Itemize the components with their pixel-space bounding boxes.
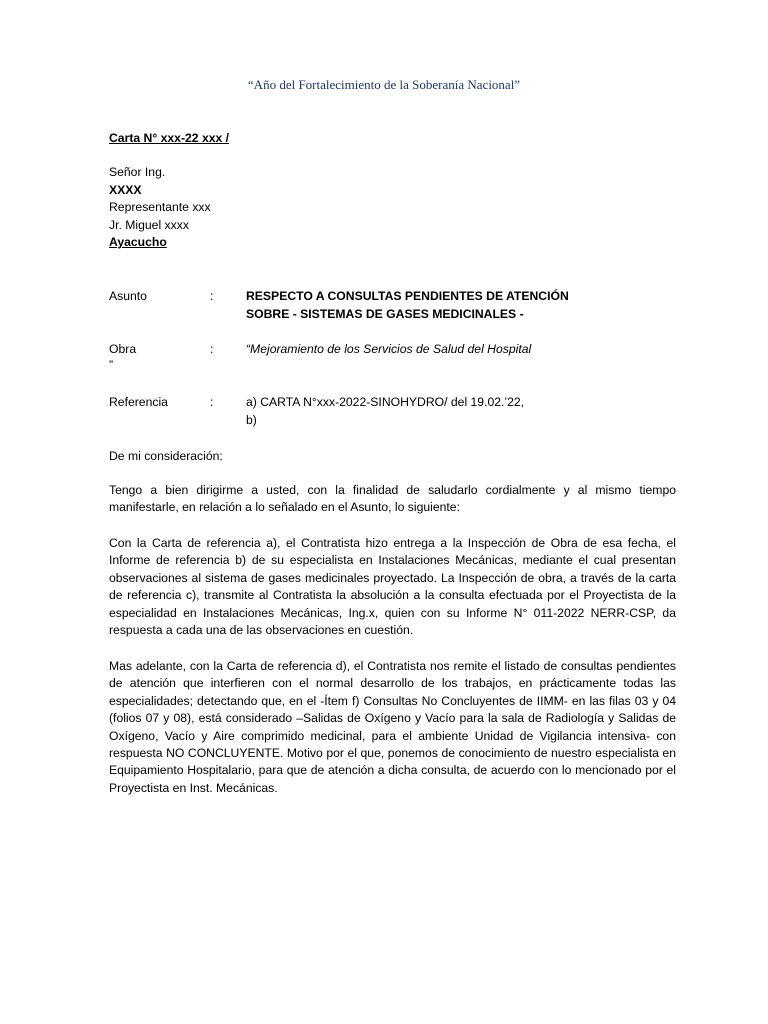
referencia-line-2: b) xyxy=(246,412,257,427)
greeting: De mi consideración: xyxy=(109,449,223,463)
asunto-value xyxy=(246,288,679,323)
obra-label: Obra xyxy=(109,342,137,356)
obra-value: “Mejoramiento de los Servicios de Salud del Hospital xyxy=(246,342,532,356)
obra-colon: : xyxy=(210,342,214,356)
referencia-colon: : xyxy=(210,395,214,409)
asunto-line-2: SOBRE - SISTEMAS DE GASES MEDICINALES - xyxy=(246,306,524,321)
asunto-label: Asunto xyxy=(109,289,147,303)
paragraph-consultas: Mas adelante, con la Carta de referencia d), el Contratista nos remite el listado de consultas pendientes de atención que interfieren con el normal desarrollo de los trabajos, en prácticamente todas las especialidades; detectando que, en el -Ítem f) Consultas No Concluyentes de IIMM- en las filas 03 y 04 (folios 07 y 08), está considerado –Salidas de Oxígeno y Vacío para la sala de Radiología y Salidas de Oxígeno, Vacío y Aire comprimido medicinal, para el ambiente Unidad de Vigilancia intensiva- con respuesta NO CONCLUYENTE. Motivo por el que, ponemos de conocimiento de nuestro especialista en Equipamiento Hospitalario, para que de atención a dicha consulta, de acuerdo con lo mencionado por el Proyectista en Inst. Mecánicas. xyxy=(109,659,676,795)
recipient-role: Representante xxx xyxy=(109,200,211,215)
recipient-block xyxy=(109,164,211,252)
recipient-name: XXXX xyxy=(109,182,142,197)
paragraph-referencia: Con la Carta de referencia a), el Contratista hizo entrega a la Inspección de Obra de esa fecha, el Informe de referencia b) de su especialista en Instalaciones Mecánicas, mediante el cual presentan observaciones al sistema de gases medicinales proyectado. La Inspección de obra, a través de la carta de referencia c), transmite al Contratista la absolución a la consulta efectuada por el Proyectista de la especialidad en Instalaciones Mecánicas, Ing.x, quien con su Informe N° 011-2022 NERR-CSP, da respuesta a cada una de las observaciones en cuestión. xyxy=(109,536,676,638)
letter-number: Carta N° xxx-22 xxx / xyxy=(109,131,230,145)
year-motto: “Año del Fortalecimiento de la Soberanía Nacional” xyxy=(247,77,521,92)
referencia-line-1: a) CARTA N°xxx-2022-SINOHYDRO/ del 19.02.’22, xyxy=(246,395,525,409)
asunto-colon: : xyxy=(210,289,214,303)
asunto-line-1: RESPECTO A CONSULTAS PENDIENTES DE ATENCIÓN xyxy=(246,289,569,303)
referencia-label: Referencia xyxy=(109,395,168,409)
recipient-city: Ayacucho xyxy=(109,235,167,250)
recipient-address: Jr. Miguel xxxx xyxy=(109,217,189,232)
paragraph-intro: Tengo a bien dirigirme a usted, con la finalidad de saludarlo cordialmente y al mismo tiempo manifestarle, en relación a lo señalado en el Asunto, lo siguiente: xyxy=(109,483,676,515)
referencia-value xyxy=(246,394,679,429)
obra-closing-quote: ” xyxy=(109,358,114,372)
recipient-salutation: Señor Ing. xyxy=(109,165,166,179)
